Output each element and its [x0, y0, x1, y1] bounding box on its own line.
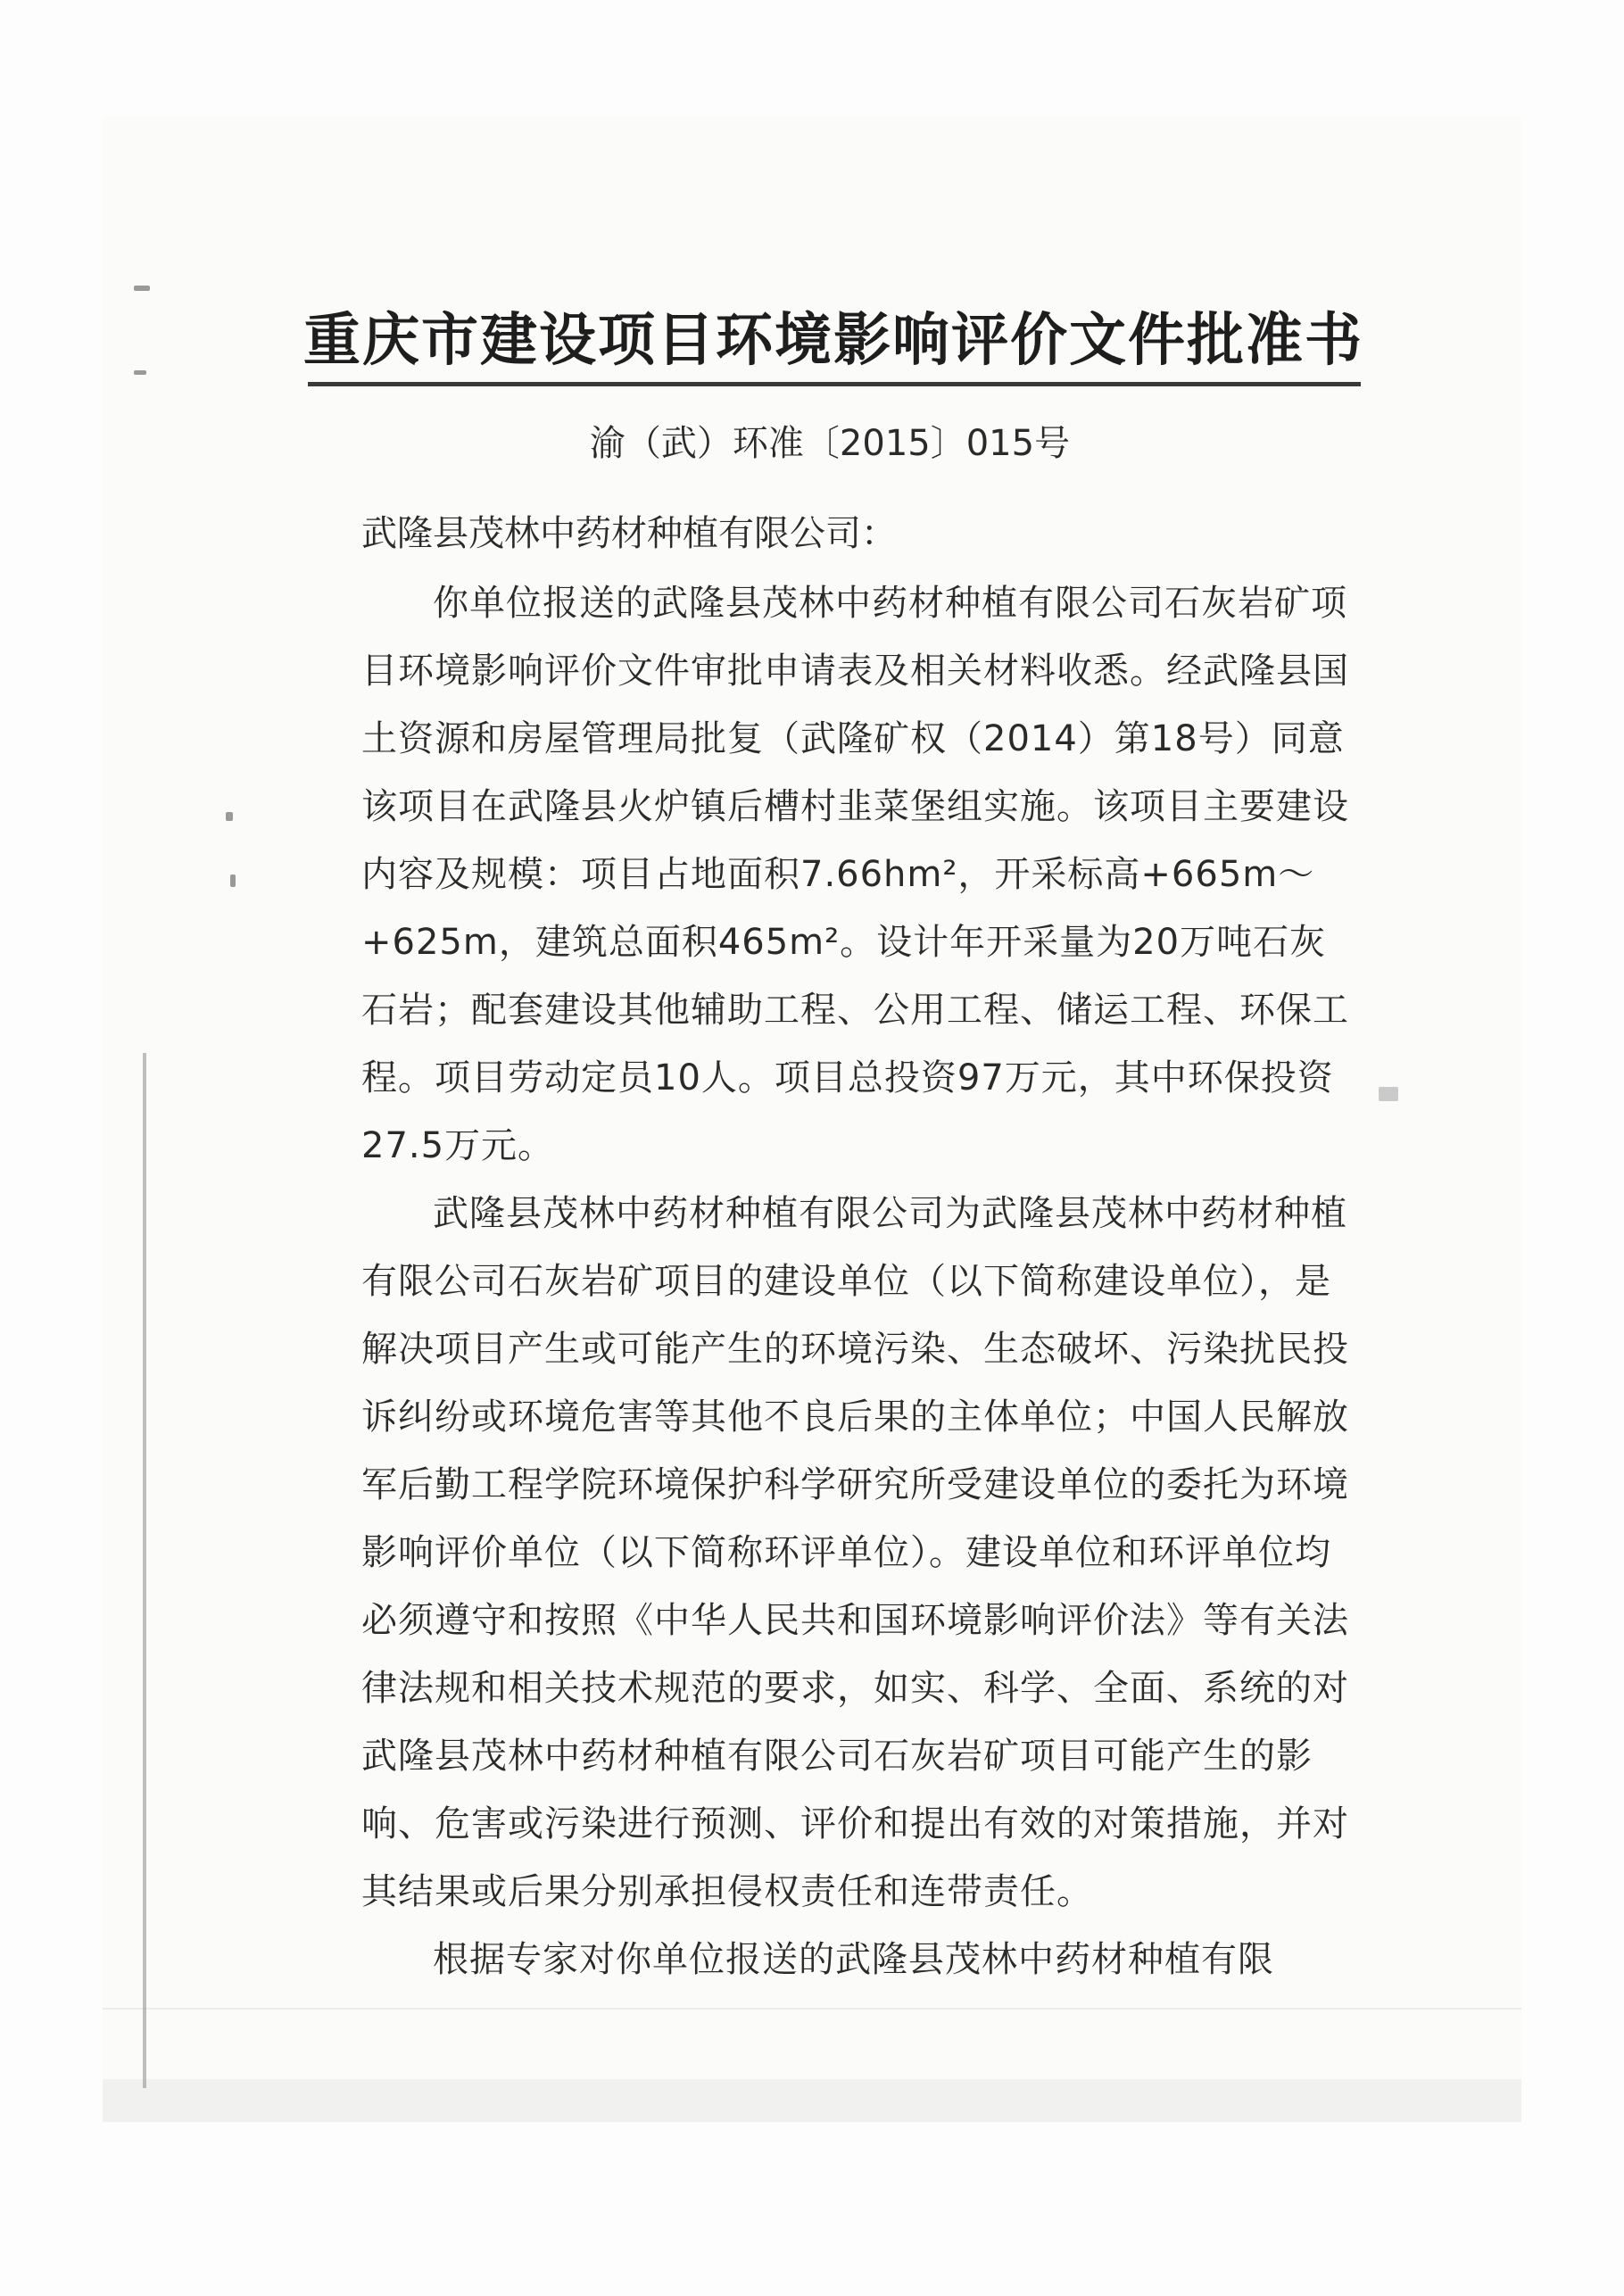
body-paragraph-2: 武隆县茂林中药材种植有限公司为武隆县茂林中药材种植有限公司石灰岩矿项目的建设单位（以下简称建设单位），是解决项目产生或可能产生的环境污染、生态破坏、污染扰民投诉纠纷或环境危害等其他不良后果的主体单位；中国人民解放军后勤工程学院环境保护科学研究所受建设单位的委托为环境影响评价单位（以下简称环评单位）。建设单位和环评单位均必须遵守和按照《中华人民共和国环境影响评价法》等有关法律法规和相关技术规范的要求，如实、科学、全面、系统的对武隆县茂林中药材种植有限公司石灰岩矿项目可能产生的影响、危害或污染进行预测、评价和提出有效的对策措施，并对其结果或后果分别承担侵权责任和连带责任。: [361, 1193, 1349, 1912]
scan-speck: [226, 812, 233, 821]
document-number: 渝（武）环准〔2015〕015号: [589, 423, 1071, 464]
scan-speck: [1379, 1087, 1398, 1101]
addressee: 武隆县茂林中药材种植有限公司：: [361, 513, 897, 554]
scan-speck: [134, 370, 146, 375]
document-body: [361, 569, 1361, 1993]
scan-artifact-line: [103, 2008, 1521, 2010]
document-title: 重庆市建设项目环境影响评价文件批准书: [303, 307, 1363, 374]
title-underline: [308, 382, 1361, 386]
body-paragraph-1: 你单位报送的武隆县茂林中药材种植有限公司石灰岩矿项目环境影响评价文件审批申请表及相关材料收悉。经武隆县国土资源和房屋管理局批复（武隆矿权（2014）第18号）同意该项目在武隆县火炉镇后槽村韭菜堡组实施。该项目主要建设内容及规模：项目占地面积7.66hm²，开采标高+665m～+625m，建筑总面积465m²。设计年开采量为20万吨石灰石岩；配套建设其他辅助工程、公用工程、储运工程、环保工程。项目劳动定员10人。项目总投资97万元，其中环保投资27.5万元。: [361, 583, 1349, 1166]
scan-left-edge: [143, 1053, 146, 2088]
scan-speck: [230, 874, 236, 887]
body-paragraph-3: 根据专家对你单位报送的武隆县茂林中药材种植有限: [433, 1939, 1274, 1980]
scan-speck: [134, 286, 150, 291]
scan-bottom-band: [103, 2079, 1521, 2122]
